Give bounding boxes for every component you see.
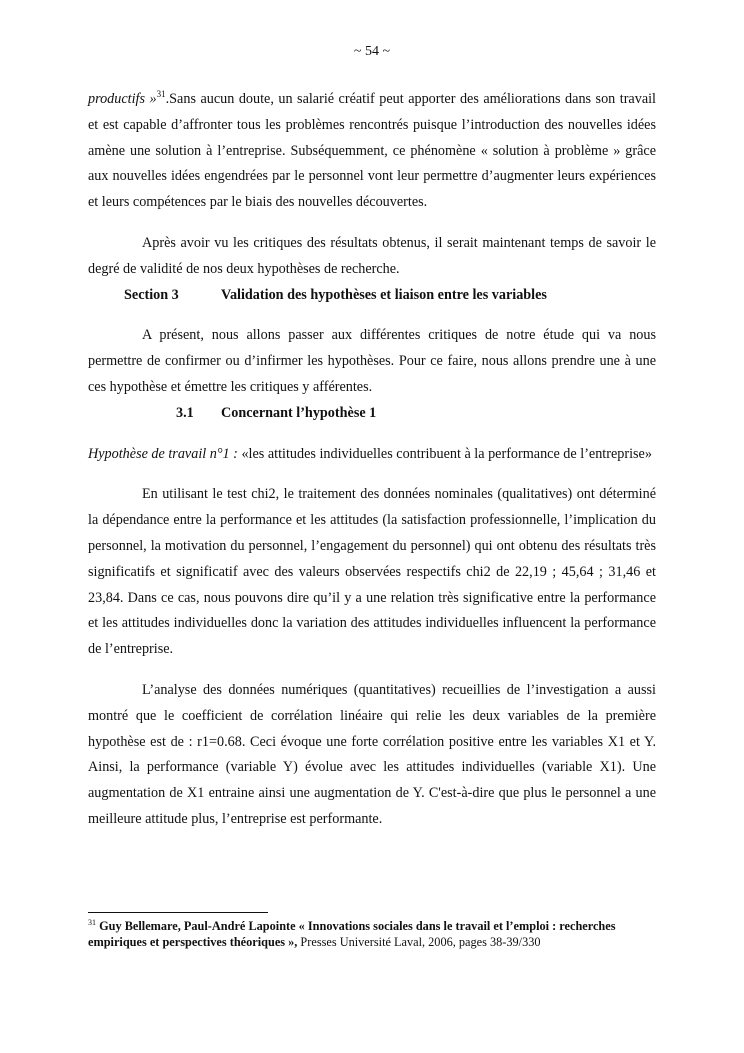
footnote-citation: Guy Bellemare, Paul-André Lapointe « Innovations sociales dans le travail et l’emploi : recherches empiriques et perspectives théoriques », [88,919,616,949]
italic-lead: productifs » [88,91,157,107]
section-title: Validation des hypothèses et liaison entre les variables [221,286,547,303]
footnote [88,918,656,950]
paragraph-5: L’analyse des données numériques (quantitatives) recueillies de l’investigation a aussi montré que le coefficient de corrélation linéaire qui relie les deux variables de la première hypothèse est de : r1=0.68. Ceci évoque une forte corrélation positive entre les variables X1 et Y. Ainsi, la performance (variable Y) évolue avec les attitudes individuelles (variable X1). Une augmentation de X1 entraine ainsi une augmentation de Y. C'est-à-dire que plus le personnel a une meilleure attitude plus, l’entreprise est performante. [88,681,656,827]
subsection-title: Concernant l’hypothèse 1 [221,404,377,421]
hypothesis-statement [88,442,656,468]
subsection-3-1-heading [88,401,656,427]
footnote-ref: 31 [156,89,166,99]
body-text [88,87,656,833]
section-number: Section 3 [124,286,179,303]
paragraph-1 [88,87,656,216]
hypothesis-text: «les attitudes individuelles contribuent à la performance de l’entreprise» [237,445,652,462]
paragraph-3: A présent, nous allons passer aux différentes critiques de notre étude qui va nous permettre de confirmer ou d’infirmer les hypothèses. Pour ce faire, nous allons prendre une à une ces hypothèse et émettre les critiques y afférentes. [88,327,656,395]
hypothesis-label: Hypothèse de travail n°1 : [88,445,238,462]
paragraph-2: Après avoir vu les critiques des résultats obtenus, il serait maintenant temps de savoir le degré de validité de nos deux hypothèses de recherche. [88,234,656,277]
subsection-number: 3.1 [176,404,194,421]
paragraph-1-text: .Sans aucun doute, un salarié créatif peut apporter des améliorations dans son travail et est capable d’affronter tous les problèmes rencontrés puisque l’introduction des nouvelles idées amène une solution à l’entreprise. Subséquemment, ce phénomène « solution à problème » grâce aux nouvelles idées engendrées par le personnel vont leur permettre d’augmenter leurs expériences et leurs compétences par le biais des nouvelles découvertes. [88,91,656,211]
footnote-publisher: Presses Université Laval, 2006, pages 38-39/330 [297,935,541,949]
paragraph-4: En utilisant le test chi2, le traitement des données nominales (qualitatives) ont déterminé la dépendance entre la performance et les attitudes (la satisfaction professionnelle, l’implication du personnel, la motivation du personnel, l’engagement du personnel) qui ont obtenu des résultats très significatifs et significatif avec des valeurs observées respectifs chi2 de 22,19 ; 45,64 ; 31,46 et 23,84. Dans ce cas, nous pouvons dire qu’il y a une relation très significative entre la performance et les attitudes individuelles donc la variation des attitudes individuelles influencent la performance de l’entreprise. [88,486,656,658]
footnote-number: 31 [88,918,96,927]
page-number: ~ 54 ~ [353,44,391,59]
footnote-divider [88,912,268,913]
section-3-heading [88,283,656,309]
